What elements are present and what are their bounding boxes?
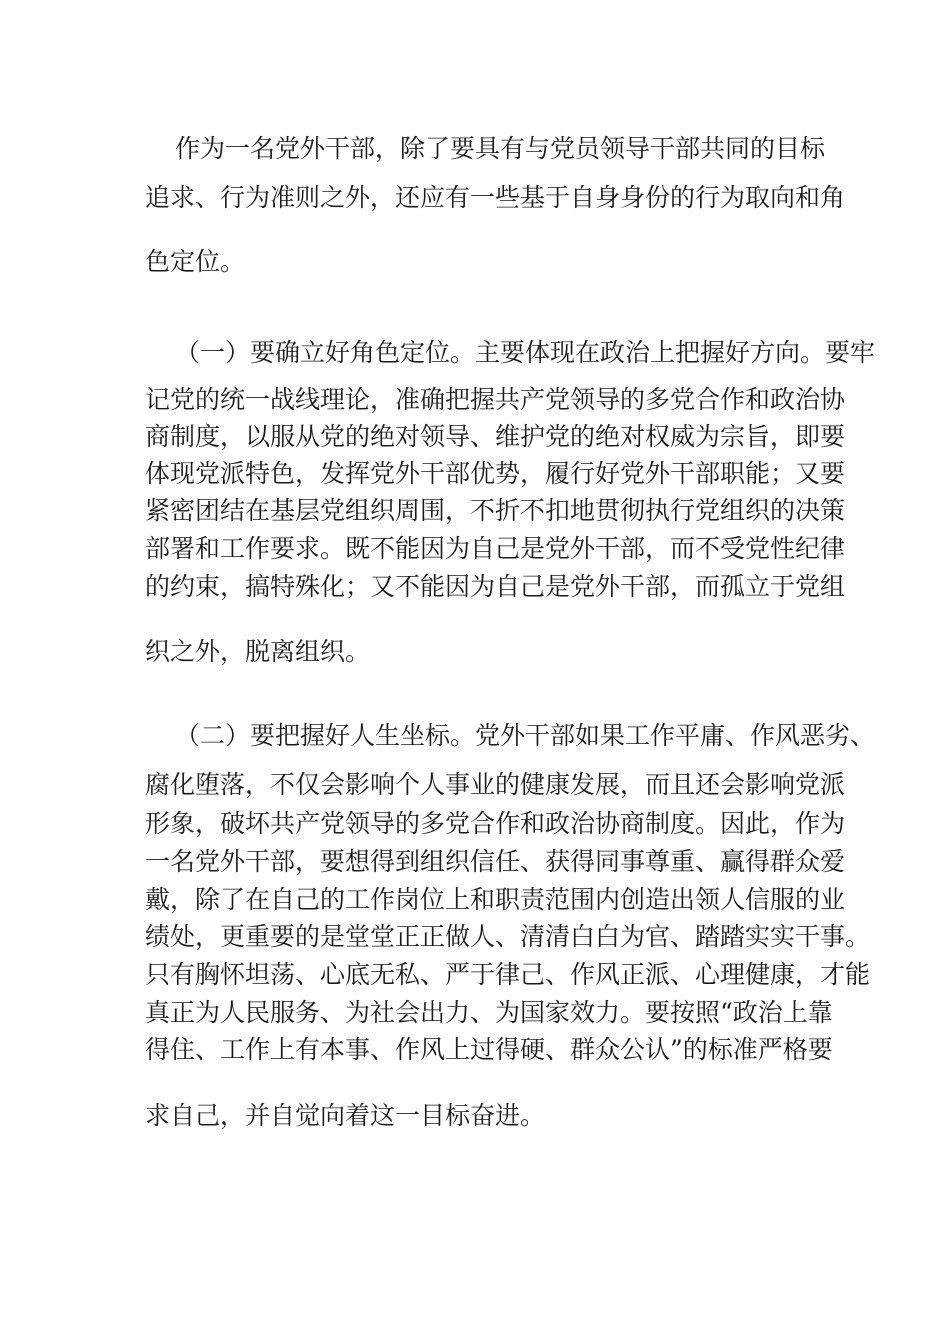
paragraph-3-line-6: 绩处，更重要的是堂堂正正做人、清清白白为官、踏踏实实干事。 — [145, 922, 871, 951]
paragraph-1-line-3: 色定位。 — [145, 247, 246, 276]
paragraph-3-line-2: 腐化堕落，不仅会影响个人事业的健康发展，而且还会影响党派 — [145, 770, 846, 799]
paragraph-3-line-5: 戴，除了在自己的工作岗位上和职责范围内创造出领人信服的业 — [145, 885, 846, 914]
paragraph-1-line-2: 追求、行为准则之外，还应有一些基于自身身份的行为取向和角 — [145, 183, 846, 212]
paragraph-3-line-7: 只有胸怀坦荡、心底无私、严于律己、作风正派、心理健康，才能 — [145, 960, 871, 989]
paragraph-2-line-5: 紧密团结在基层党组织周围，不折不扣地贯彻执行党组织的决策 — [145, 496, 846, 525]
paragraph-2-line-4: 体现党派特色，发挥党外干部优势，履行好党外干部职能；又要 — [145, 459, 846, 488]
paragraph-2-line-6: 部署和工作要求。既不能因为自己是党外干部，而不受党性纪律 — [145, 534, 846, 563]
paragraph-3-line-3: 形象，破坏共产党领导的多党合作和政治协商制度。因此，作为 — [145, 809, 846, 838]
paragraph-3-line-10: 求自己，并自觉向着这一目标奋进。 — [145, 1101, 546, 1130]
paragraph-2-line-3: 商制度，以服从党的绝对领导、维护党的绝对权威为宗旨，即要 — [145, 422, 846, 451]
paragraph-1-line-1: 作为一名党外干部，除了要具有与党员领导干部共同的目标 — [175, 134, 826, 163]
paragraph-2-line-2: 记党的统一战线理论，准确把握共产党领导的多党合作和政治协 — [145, 385, 846, 414]
paragraph-3-line-9: 得住、工作上有本事、作风上过得硬、群众公认”的标准严格要 — [145, 1035, 833, 1064]
paragraph-2-line-7: 的约束，搞特殊化；又不能因为自己是党外干部，而孤立于党组 — [145, 572, 846, 601]
paragraph-2-line-1: （一）要确立好角色定位。主要体现在政治上把握好方向。要牢 — [175, 338, 876, 367]
paragraph-2-line-8: 织之外，脱离组织。 — [145, 637, 371, 666]
paragraph-3-line-8: 真正为人民服务、为社会出力、为国家效力。要按照“政治上靠 — [145, 998, 833, 1027]
paragraph-3-line-4: 一名党外干部，要想得到组织信任、获得同事尊重、赢得群众爱 — [145, 847, 846, 876]
paragraph-3-line-1: （二）要把握好人生坐标。党外干部如果工作平庸、作风恶劣、 — [175, 721, 876, 750]
